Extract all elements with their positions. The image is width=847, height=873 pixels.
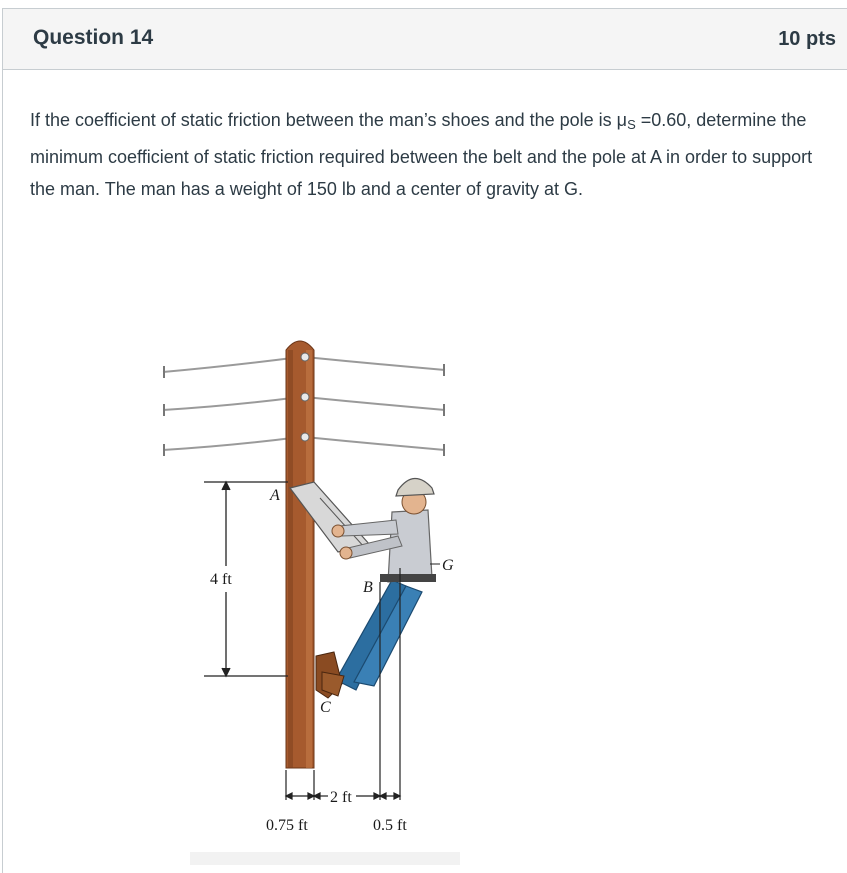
figure-svg	[160, 330, 460, 865]
question-header	[3, 9, 847, 70]
hand-2	[340, 547, 352, 559]
label-b: B	[363, 579, 373, 596]
mu-subscript: S	[627, 117, 636, 132]
wire-2-right	[305, 397, 445, 410]
wire-2-left	[163, 397, 300, 410]
insulator-2	[301, 393, 309, 401]
insulator-3	[301, 433, 309, 441]
hand-1	[332, 525, 344, 537]
insulator-1	[301, 353, 309, 361]
dim-left-label: 0.75 ft	[266, 817, 308, 834]
question-text-part1: If the coefficient of static friction between the man’s shoes and the pole is μ	[30, 110, 628, 130]
label-c: C	[320, 699, 331, 716]
label-g: G	[442, 557, 454, 574]
utility-pole	[286, 341, 314, 768]
dim-right-label: 0.5 ft	[373, 817, 407, 834]
question-text	[30, 104, 830, 205]
wire-1-right	[305, 357, 445, 370]
question-points: 10 pts	[778, 28, 836, 50]
wire-3-left	[163, 437, 300, 450]
wire-1-left	[163, 357, 300, 372]
waist-belt	[380, 574, 436, 582]
dim-vertical-label: 4 ft	[210, 571, 232, 588]
wire-3-right	[305, 437, 445, 450]
label-a: A	[270, 487, 280, 504]
hard-hat-icon	[396, 478, 434, 496]
question-title: Question 14	[33, 26, 154, 49]
question-text-part2: =0.60, determine the minimum coefficient of static friction required between the belt and the pole at A in order to support the man. The man has a weight of 150 lb and a center of gravity at G.	[30, 110, 813, 199]
problem-figure	[160, 330, 460, 865]
figure-bottom-strip	[190, 852, 460, 865]
dim-horizontal-label: 2 ft	[330, 789, 352, 806]
